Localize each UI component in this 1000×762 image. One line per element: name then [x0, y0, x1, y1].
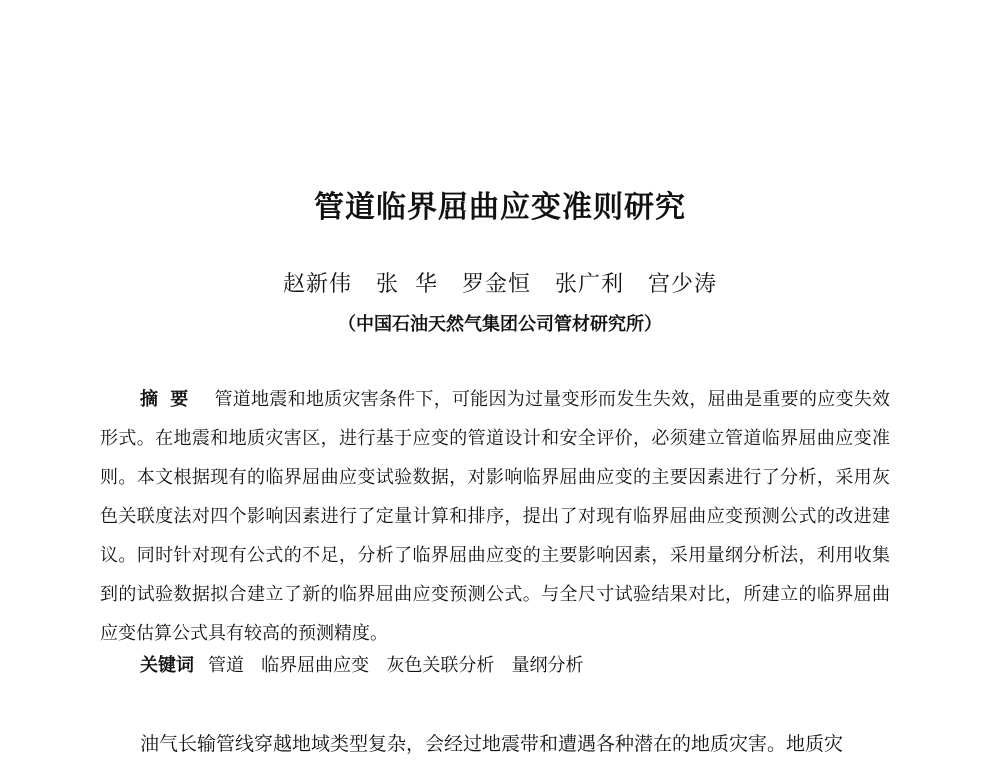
abstract-paragraph: [100, 380, 890, 653]
keywords-text: 管道 临界屈曲应变 灰色关联分析 量纲分析: [208, 655, 584, 676]
keywords-line: [140, 648, 900, 684]
keywords-label: 关键词: [140, 655, 194, 676]
author-list: 赵新伟 张 华 罗金恒 张广利 宫少涛: [283, 272, 717, 297]
abstract-label: 摘要: [140, 389, 201, 410]
abstract-text: 管道地震和地质灾害条件下，可能因为过量变形而发生失效，屈曲是重要的应变失效形式。在地震和地质灾害区，进行基于应变的管道设计和安全评价，必须建立管道临界屈曲应变准则。本文根据现有的临界屈曲应变试验数据，对影响临界屈曲应变的主要因素进行了分析，采用灰色关联度法对四个影响因素进行了定量计算和排序，提出了对现有临界屈曲应变预测公式的改进建议。同时针对现有公式的不足，分析了临界屈曲应变的主要影响因素，采用量纲分析法，利用收集到的试验数据拟合建立了新的临界屈曲应变预测公式。与全尺寸试验结果对比，所建立的临界屈曲应变估算公式具有较高的预测精度。: [100, 389, 891, 644]
body-paragraph-first-line: 油气长输管线穿越地域类型复杂，会经过地震带和遭遇各种潜在的地质灾害。地质灾: [140, 733, 844, 755]
paper-title: 管道临界屈曲应变准则研究: [314, 190, 686, 225]
affiliation: （中国石油天然气集团公司管材研究所）: [338, 314, 662, 335]
